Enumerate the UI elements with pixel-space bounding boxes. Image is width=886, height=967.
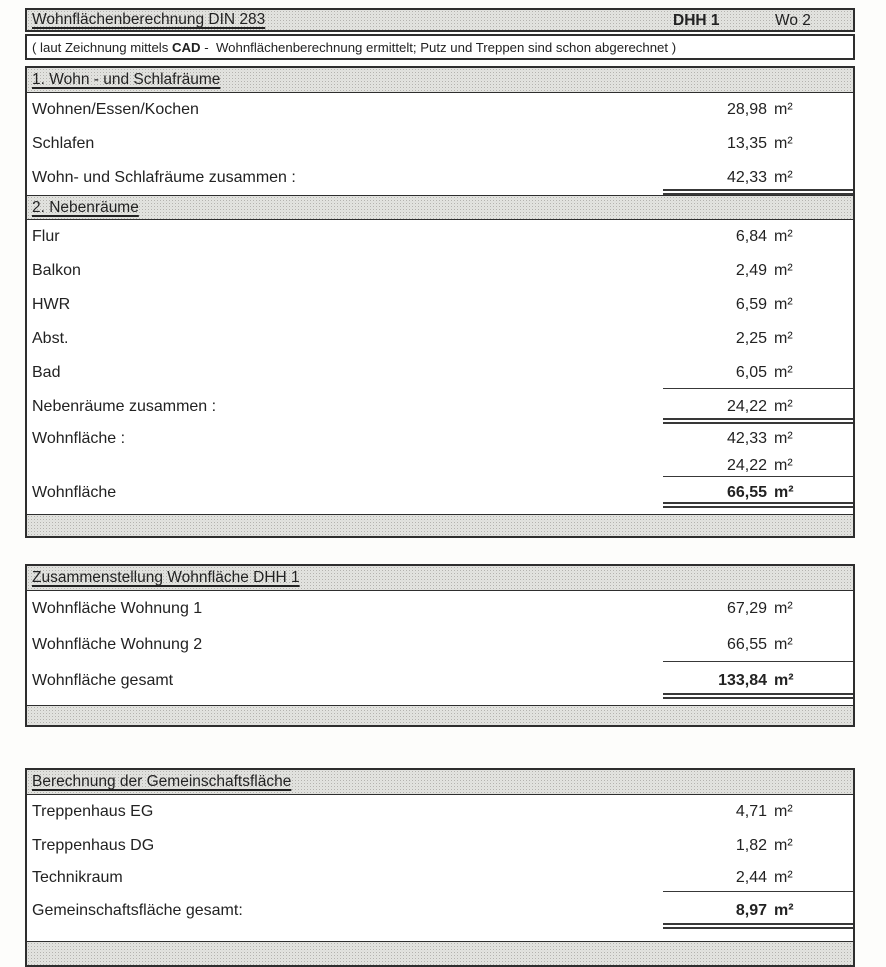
row-value: 67,29 m² bbox=[663, 600, 853, 618]
table-row bbox=[27, 127, 853, 161]
unit-sqm: m² bbox=[774, 484, 794, 501]
single-sum-rule bbox=[663, 388, 853, 389]
table-row bbox=[27, 829, 853, 863]
unit-sqm: m² bbox=[774, 672, 794, 689]
unit-sqm: m² bbox=[774, 869, 793, 886]
unit-sqm: m² bbox=[774, 457, 793, 474]
row-label: Gemeinschaftsfläche gesamt: bbox=[32, 902, 243, 919]
row-value: 1,82 m² bbox=[663, 837, 853, 855]
row-value: 2,49 m² bbox=[663, 262, 853, 280]
unit-sqm: m² bbox=[774, 600, 793, 617]
unit-sqm: m² bbox=[774, 803, 793, 820]
row-value: 133,84 m² bbox=[663, 672, 853, 690]
spacer bbox=[27, 929, 853, 941]
table-row bbox=[27, 220, 853, 254]
row-value: 24,22 m² bbox=[663, 398, 853, 416]
section-heading-text: 1. Wohn - und Schlafräume bbox=[32, 71, 221, 88]
table-row-total bbox=[27, 893, 853, 929]
section-heading-text: Berechnung der Gemeinschaftsfläche bbox=[32, 773, 292, 790]
note-text-cad: CAD bbox=[172, 39, 201, 55]
table-row bbox=[27, 863, 853, 893]
unit-sqm: m² bbox=[774, 398, 793, 415]
unit-sqm: m² bbox=[774, 330, 793, 347]
table-footer-band bbox=[27, 941, 853, 965]
double-sum-rule bbox=[663, 693, 853, 699]
row-label: Schlafen bbox=[32, 135, 95, 152]
row-value: 42,33 m² bbox=[663, 169, 853, 187]
row-label: Treppenhaus DG bbox=[32, 837, 155, 854]
unit-sqm: m² bbox=[774, 636, 793, 653]
unit-sqm: m² bbox=[774, 902, 794, 919]
row-label: Bad bbox=[32, 364, 61, 381]
single-sum-rule bbox=[663, 476, 853, 477]
unit-sqm: m² bbox=[774, 262, 793, 279]
table-row bbox=[27, 254, 853, 288]
row-value: 42,33 m² bbox=[663, 430, 853, 448]
row-value: 6,84 m² bbox=[663, 228, 853, 246]
row-label: Wohnfläche bbox=[32, 484, 117, 501]
common-area-table bbox=[25, 768, 855, 967]
unit-sqm: m² bbox=[774, 837, 793, 854]
section-heading-text: Zusammenstellung Wohnfläche DHH 1 bbox=[32, 569, 300, 586]
table-row bbox=[27, 795, 853, 829]
row-value: 2,44 m² bbox=[663, 869, 853, 887]
unit-sqm: m² bbox=[774, 101, 793, 118]
document-title: Wohnflächenberechnung DIN 283 bbox=[32, 11, 266, 28]
row-label: Wohnen/Essen/Kochen bbox=[32, 101, 199, 118]
table-row bbox=[27, 591, 853, 627]
unit-sqm: m² bbox=[774, 135, 793, 152]
summary-table-dhh1 bbox=[25, 564, 855, 727]
section-heading-wohn-schlafraeume bbox=[27, 68, 853, 93]
title-bar bbox=[25, 8, 855, 32]
row-value: 66,55 m² bbox=[663, 636, 853, 654]
row-value: 4,71 m² bbox=[663, 803, 853, 821]
table-row bbox=[27, 93, 853, 127]
table-row-subtotal bbox=[27, 390, 853, 424]
table-row bbox=[27, 424, 853, 454]
row-value: 24,22 m² bbox=[663, 457, 853, 475]
apartment-label: Wo 2 bbox=[775, 12, 811, 29]
row-label: Flur bbox=[32, 228, 60, 245]
row-label: Treppenhaus EG bbox=[32, 803, 154, 820]
row-label: Nebenräume zusammen : bbox=[32, 398, 217, 415]
summary-heading bbox=[27, 566, 853, 591]
row-value: 13,35 m² bbox=[663, 135, 853, 153]
table-row-subtotal bbox=[27, 161, 853, 195]
unit-sqm: m² bbox=[774, 364, 793, 381]
row-label: Balkon bbox=[32, 262, 81, 279]
row-label: Wohnfläche : bbox=[32, 430, 126, 447]
table-row bbox=[27, 322, 853, 356]
unit-sqm: m² bbox=[774, 296, 793, 313]
section-heading-nebenraeume bbox=[27, 195, 853, 220]
row-value: 6,59 m² bbox=[663, 296, 853, 314]
table-row-total bbox=[27, 663, 853, 699]
document-page bbox=[25, 8, 855, 967]
note-text-suffix: - Wohnflächenberechnung ermittelt; Putz und Treppen sind schon abgerechnet ) bbox=[200, 39, 677, 55]
row-label: Wohnfläche Wohnung 2 bbox=[32, 636, 203, 653]
table-footer-band bbox=[27, 705, 853, 725]
table-row-total bbox=[27, 478, 853, 508]
double-sum-rule bbox=[663, 502, 853, 508]
row-value: 6,05 m² bbox=[663, 364, 853, 382]
spacer bbox=[25, 727, 855, 762]
unit-sqm: m² bbox=[774, 169, 793, 186]
row-label: Wohn- und Schlafräume zusammen : bbox=[32, 169, 296, 186]
calc-table-wo2 bbox=[25, 66, 855, 538]
row-value: 28,98 m² bbox=[663, 101, 853, 119]
table-row bbox=[27, 356, 853, 390]
note-text-prefix: ( laut Zeichnung mittels bbox=[32, 39, 172, 55]
double-sum-rule bbox=[663, 189, 853, 195]
section-heading-text: 2. Nebenräume bbox=[32, 198, 139, 216]
single-sum-rule bbox=[663, 661, 853, 662]
row-label: Wohnfläche gesamt bbox=[32, 672, 174, 689]
row-value: 8,97 m² bbox=[663, 902, 853, 920]
row-value: 66,55 m² bbox=[663, 484, 853, 502]
single-sum-rule bbox=[663, 891, 853, 892]
house-label: DHH 1 bbox=[673, 12, 720, 29]
row-label: Wohnfläche Wohnung 1 bbox=[32, 600, 203, 617]
common-area-heading bbox=[27, 770, 853, 795]
row-label: Technikraum bbox=[32, 869, 123, 886]
row-label: Abst. bbox=[32, 330, 69, 347]
unit-sqm: m² bbox=[774, 228, 793, 245]
table-footer-band bbox=[27, 514, 853, 536]
row-value: 2,25 m² bbox=[663, 330, 853, 348]
note-bar bbox=[25, 34, 855, 60]
row-label: HWR bbox=[32, 296, 71, 313]
double-sum-rule bbox=[663, 923, 853, 929]
table-row bbox=[27, 288, 853, 322]
table-row bbox=[27, 627, 853, 663]
table-row bbox=[27, 454, 853, 478]
unit-sqm: m² bbox=[774, 430, 793, 447]
spacer bbox=[25, 538, 855, 558]
